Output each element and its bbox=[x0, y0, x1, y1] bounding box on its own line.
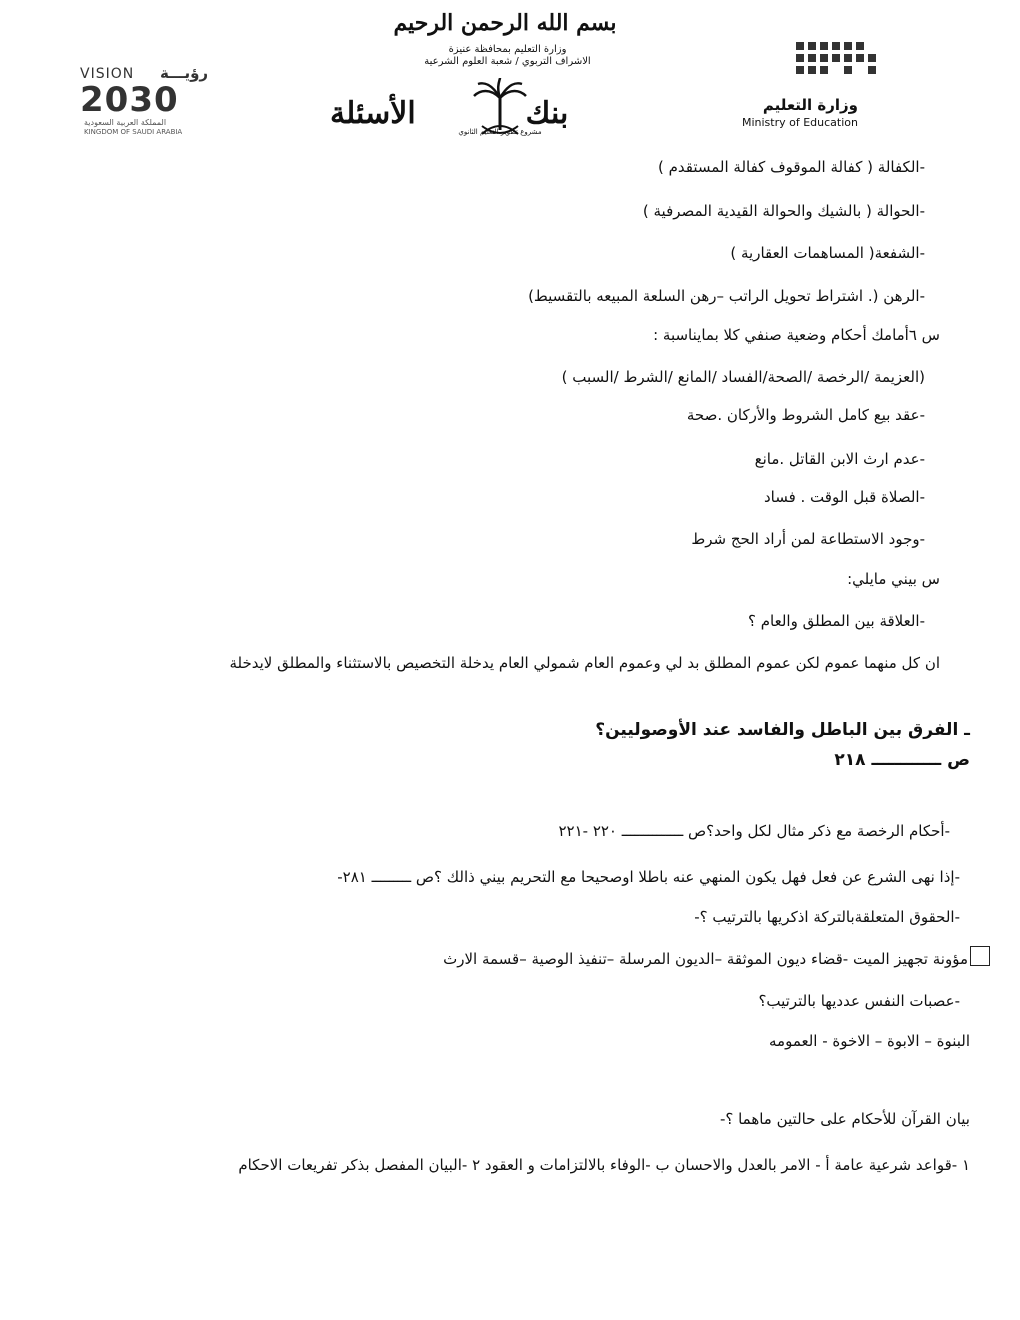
text-line: -أحكام الرخصة مع ذكر مثال لكل واحد؟ص ــــــــــــــ ٢٢٠ -٢٢١ bbox=[558, 822, 950, 840]
vision-arabic-word: رؤيـــة bbox=[160, 64, 209, 82]
text-line: -الرهن (. اشتراط تحويل الراتب –رهن السلعة المبيعه بالتقسيط) bbox=[528, 287, 925, 305]
dept-line-1: وزارة التعليم بمحافظة عنيزة bbox=[448, 44, 567, 55]
bank-word: بنك bbox=[525, 96, 569, 131]
text-line: -الحقوق المتعلقةبالتركة اذكريها بالترتيب ؟- bbox=[694, 908, 960, 926]
text-line: -وجود الاستطاعة لمن أراد الحج شرط bbox=[691, 530, 925, 548]
question-explain: س بيني مايلي: bbox=[847, 570, 940, 588]
text-line: بيان القرآن للأحكام على حالتين ماهما ؟- bbox=[719, 1110, 970, 1128]
vision-word: VISION bbox=[80, 66, 135, 82]
text-line: -عدم ارث الابن القاتل .مانع bbox=[754, 450, 925, 468]
text-line: البنوة – الابوة – الاخوة - العمومه bbox=[769, 1032, 970, 1050]
page-ref-218: ص ــــــــــــ ٢١٨ bbox=[834, 750, 970, 770]
moe-english-name: Ministry of Education bbox=[741, 116, 858, 129]
question-6: س ٦أمامك أحكام وضعية صنفي كلا بمايناسبة : bbox=[653, 326, 940, 344]
text-line: -الشفعة( المساهمات العقارية ) bbox=[730, 244, 925, 262]
text-line: -إذا نهى الشرع عن فعل فهل يكون المنهي عنه باطلا اوصحيحا مع التحريم بيني ذالك ؟ص ـــــــــ ٢٨١- bbox=[337, 868, 960, 886]
text-line: -الصلاة قبل الوقت . فساد bbox=[763, 488, 925, 506]
dept-line-2: الاشراف التربوي / شعبة العلوم الشرعية bbox=[424, 56, 591, 67]
vision-year: 2030 bbox=[80, 80, 179, 120]
answer-paragraph-1: ان كل منهما عموم لكن عموم المطلق بد لي وعموم العام شمولي العام يدخلة التخصيص بالاستثناء والمطلق لايدخلة bbox=[229, 654, 940, 672]
vision-ksa-english: KINGDOM OF SAUDI ARABIA bbox=[84, 128, 183, 136]
checkbox[interactable] bbox=[970, 946, 990, 966]
estate-rights-answer: مؤونة تجهيز الميت -قضاء ديون الموثقة –الديون المرسلة –تنفيذ الوصية –قسمة الارث bbox=[443, 950, 968, 968]
questions-word: الأسئلة bbox=[330, 96, 416, 131]
question-difference: ـ الفرق بين الباطل والفاسد عند الأوصوليين؟ bbox=[595, 720, 970, 740]
answer-paragraph-2: ١ -قواعد شرعية عامة أ - الامر بالعدل والاحسان ب -الوفاء بالالتزامات و العقود ٢ -البيان المفصل بذكر تفريعات الاحكام bbox=[238, 1156, 970, 1174]
project-note: مشروع تطوير التعليم الثانوي bbox=[458, 128, 542, 136]
moe-arabic-name: وزارة التعليم bbox=[762, 96, 858, 114]
bank-title bbox=[330, 96, 568, 131]
basmala: بسم الله الرحمن الرحيم bbox=[393, 10, 617, 36]
text-line: -الكفالة ( كفالة الموقوف كفالة المستقدم ) bbox=[657, 158, 925, 176]
options-line: (العزيمة /الرخصة /الصحة/الفساد /المانع /الشرط /السبب ) bbox=[561, 368, 925, 386]
department-lines bbox=[400, 44, 615, 68]
text-line: -الحوالة ( بالشيك والحوالة القيدية المصرفية ) bbox=[642, 202, 925, 220]
text-line: -العلاقة بين المطلق والعام ؟ bbox=[748, 612, 925, 630]
text-line: -عقد بيع كامل الشروط والأركان .صحة bbox=[686, 406, 925, 424]
text-line: -عصبات النفس عدديها بالترتيب؟ bbox=[758, 992, 960, 1010]
vision-ksa-arabic: المملكة العربية السعودية bbox=[84, 118, 167, 127]
